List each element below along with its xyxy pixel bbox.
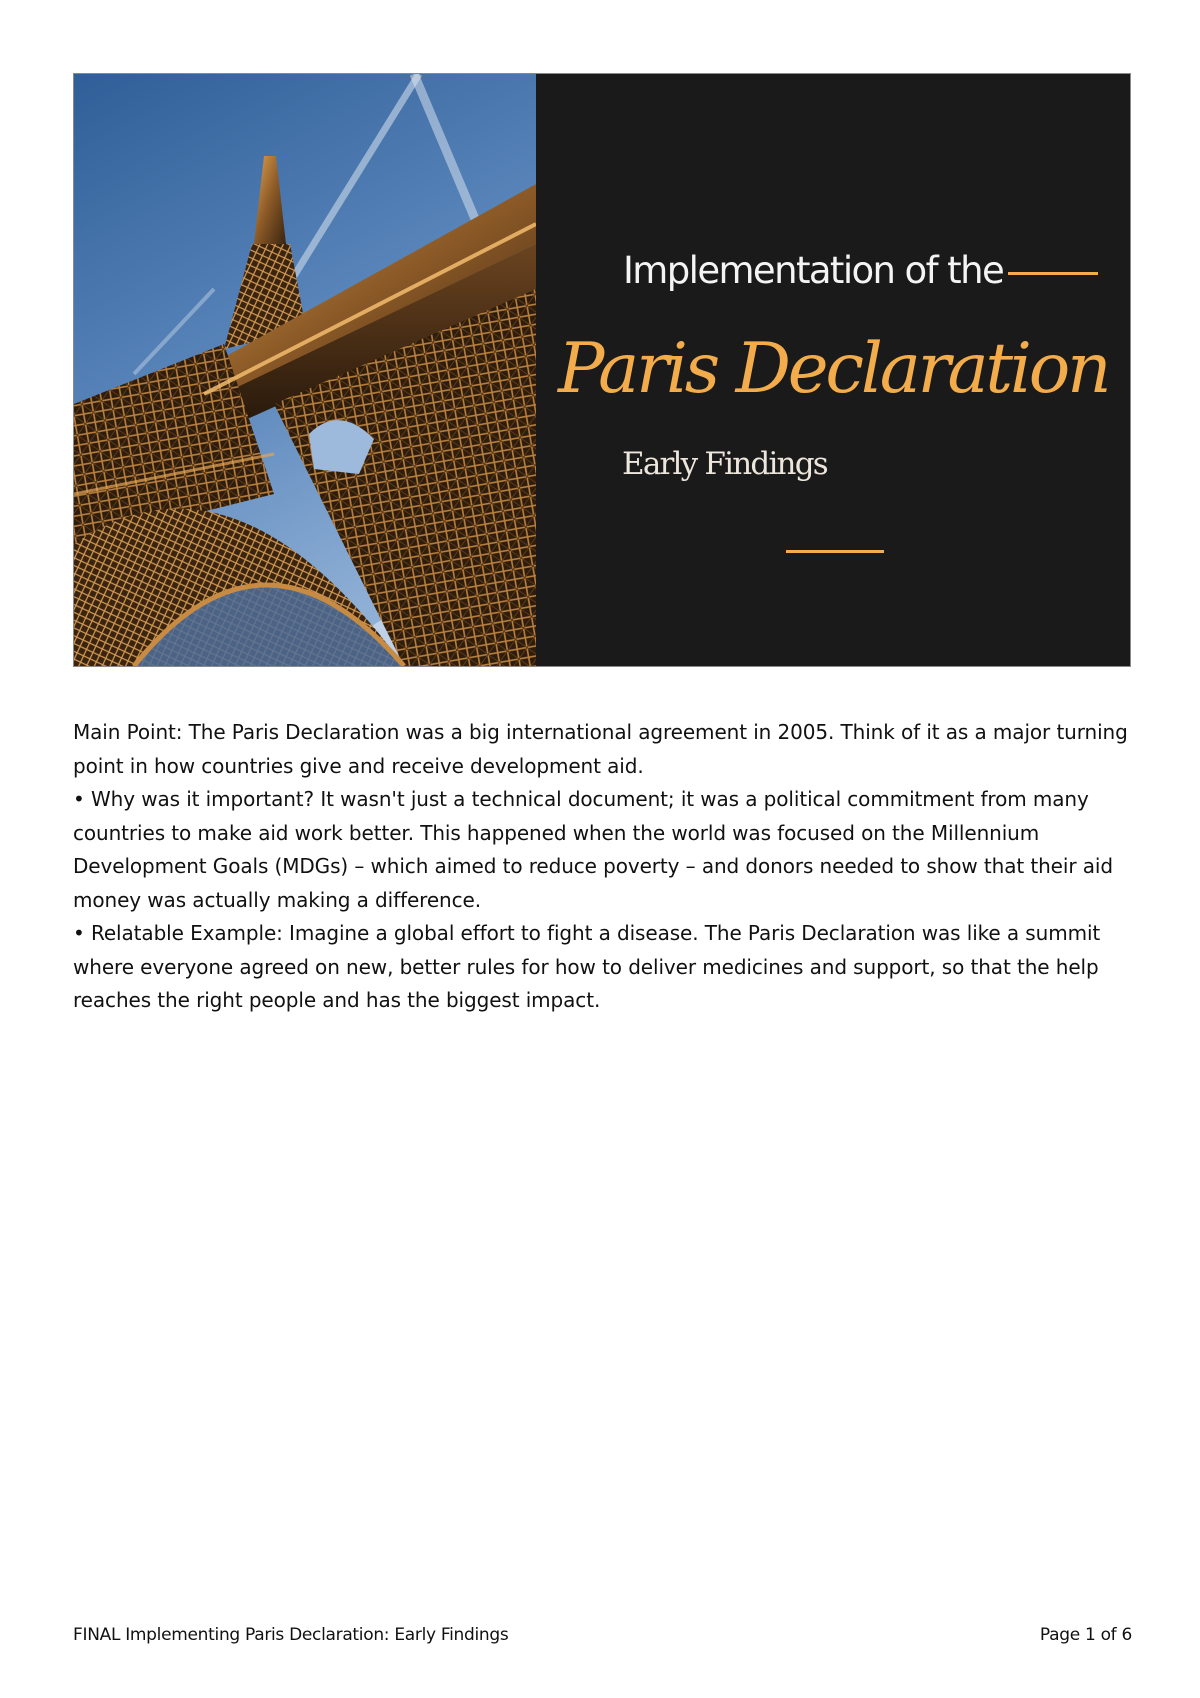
banner-title: Paris Declaration [558, 329, 1109, 409]
cover-banner [73, 73, 1131, 667]
title-panel [536, 74, 1130, 666]
paragraph-main-point: Main Point: The Paris Declaration was a big international agreement in 2005. Think of it as a major turning point in how countries give and receive development aid. [73, 720, 1128, 778]
banner-kicker: Implementation of the [623, 249, 1004, 292]
kicker-accent-rule [1008, 272, 1098, 275]
body-text [73, 716, 1141, 1018]
bottom-accent-rule [786, 550, 884, 553]
footer-document-title: FINAL Implementing Paris Declaration: Early Findings [73, 1625, 509, 1645]
footer-page-number: Page 1 of 6 [1039, 1625, 1132, 1645]
eiffel-tower-photo [74, 74, 536, 666]
paragraph-why-important: • Why was it important? It wasn't just a technical document; it was a political commitment from many countries to make aid work better. This happened when the world was focused on the Millennium Development Goals (MDGs) – which aimed to reduce poverty – and donors needed to show that their aid money was actually making a difference. [73, 787, 1113, 912]
paragraph-relatable-example: • Relatable Example: Imagine a global effort to fight a disease. The Paris Declaration was like a summit where everyone agreed on new, better rules for how to deliver medicines and support, so that the help reaches the right people and has the biggest impact. [73, 921, 1101, 1012]
banner-subtitle: Early Findings [622, 446, 827, 482]
